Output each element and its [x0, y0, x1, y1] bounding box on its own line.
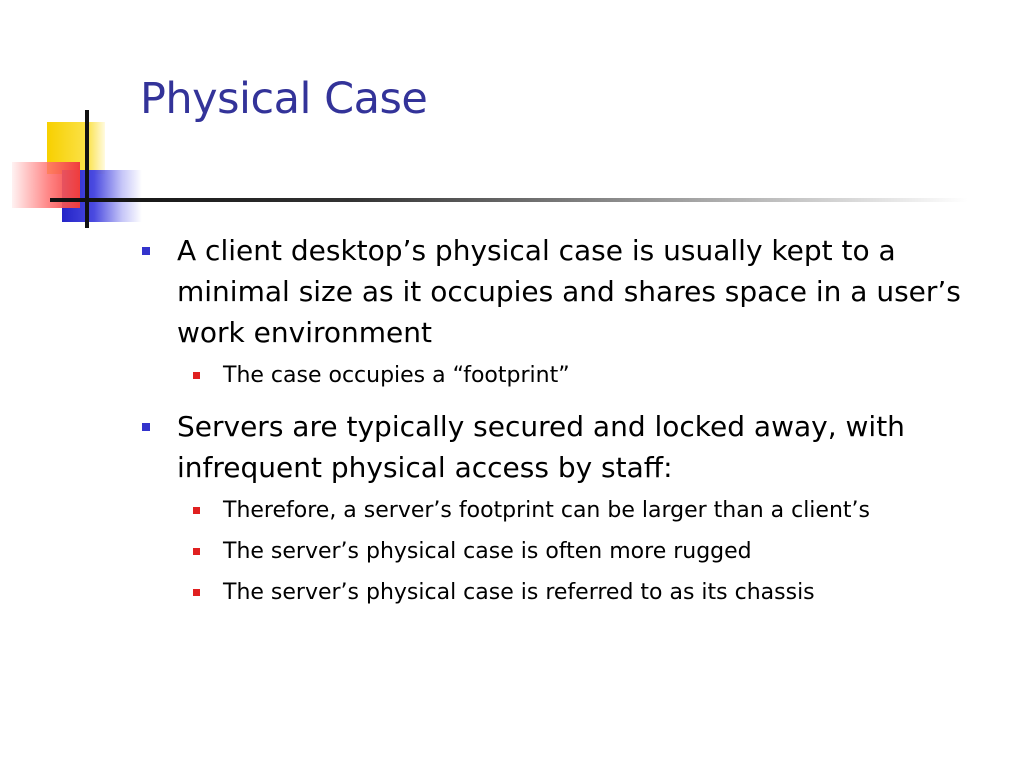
sub-bullet-list [140, 355, 980, 396]
decorative-logo [0, 100, 150, 240]
logo-vertical-line [85, 110, 89, 228]
sub-bullet-item [140, 355, 980, 396]
sub-bullet-list [140, 490, 980, 613]
bullet-square-icon [142, 423, 150, 431]
slide-content [140, 230, 980, 623]
sub-bullet-text: The case occupies a “footprint” [223, 363, 570, 388]
slide-title: Physical Case [140, 74, 428, 124]
bullet-text: A client desktop’s physical case is usually kept to a minimal size as it occupies and shares space in a user’s work environment [177, 234, 961, 349]
sub-bullet-item [140, 572, 980, 613]
bullet-text: Servers are typically secured and locked away, with infrequent physical access by staff: [177, 410, 905, 484]
sub-bullet-item [140, 490, 980, 531]
sub-bullet-text: The server’s physical case is referred to as its chassis [223, 580, 815, 605]
sub-bullet-square-icon [193, 507, 200, 514]
sub-bullet-text: The server’s physical case is often more rugged [223, 539, 752, 564]
sub-bullet-text: Therefore, a server’s footprint can be larger than a client’s [223, 498, 870, 523]
sub-bullet-square-icon [193, 589, 200, 596]
title-underline [88, 198, 968, 202]
bullet-square-icon [142, 247, 150, 255]
sub-bullet-square-icon [193, 548, 200, 555]
sub-bullet-item [140, 531, 980, 572]
sub-bullet-square-icon [193, 372, 200, 379]
bullet-item [140, 406, 980, 488]
bullet-item [140, 230, 980, 353]
